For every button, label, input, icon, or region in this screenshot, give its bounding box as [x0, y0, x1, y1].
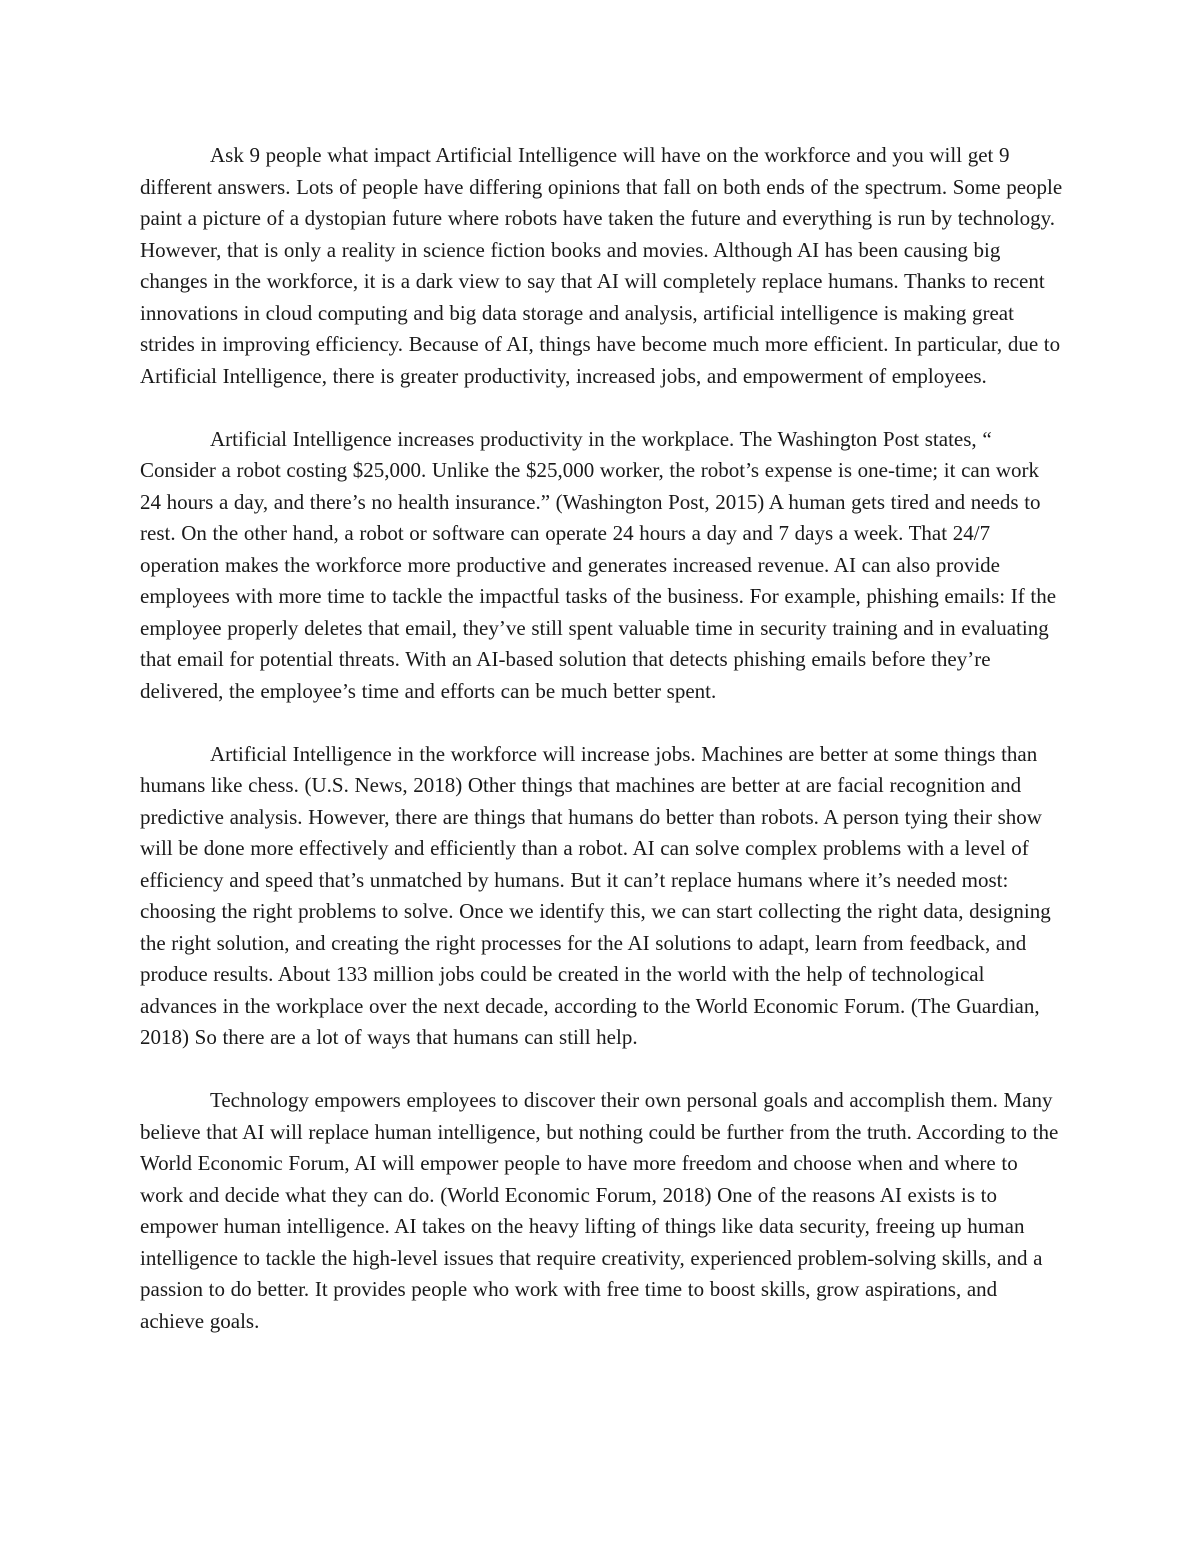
paragraph-empowerment: Technology empowers employees to discover their own personal goals and accomplish them. Many believe that AI will replace human intelligence, but nothing could be further from the truth. According to the World Economic Forum, AI will empower people to have more freedom and choose when and where to work and decide what they can do. (World Economic Forum, 2018) One of the reasons AI exists is to empower human intelligence. AI takes on the heavy lifting of things like data security, freeing up human intelligence to tackle the high-level issues that require creativity, experienced problem-solving skills, and a passion to do better. It provides people who work with free time to boost skills, grow aspirations, and achieve goals.	[140, 1088, 1059, 1333]
paragraph-productivity: Artificial Intelligence increases productivity in the workplace. The Washington Post states, “ Consider a robot costing $25,000. Unlike the $25,000 worker, the robot’s expense is one-time; it can work 24 hours a day, and there’s no health insurance.” (Washington Post, 2015) A human gets tired and needs to rest. On the other hand, a robot or software can operate 24 hours a day and 7 days a week. That 24/7 operation makes the workforce more productive and generates increased revenue. AI can also provide employees with more time to tackle the impactful tasks of the business. For example, phishing emails: If the employee properly deletes that email, they’ve still spent valuable time in security training and in evaluating that email for potential threats. With an AI-based solution that detects phishing emails before they’re delivered, the employee’s time and efforts can be much better spent.	[140, 426, 1057, 703]
essay-body	[140, 140, 1065, 1337]
paragraph-jobs: Artificial Intelligence in the workforce will increase jobs. Machines are better at some things than humans like chess. (U.S. News, 2018) Other things that machines are better at are facial recognition and predictive analysis. However, there are things that humans do better than robots. A person tying their show will be done more effectively and efficiently than a robot. AI can solve complex problems with a level of efficiency and speed that’s unmatched by humans. But it can’t replace humans where it’s needed most: choosing the right problems to solve. Once we identify this, we can start collecting the right data, designing the right solution, and creating the right processes for the AI solutions to adapt, learn from feedback, and produce results. About 133 million jobs could be created in the world with the help of technological advances in the workplace over the next decade, according to the World Economic Forum. (The Guardian, 2018) So there are a lot of ways that humans can still help.	[140, 741, 1051, 1049]
paragraph-introduction: Ask 9 people what impact Artificial Intelligence will have on the workforce and you will get 9 different answers. Lots of people have differing opinions that fall on both ends of the spectrum. Some people paint a picture of a dystopian future where robots have taken the future and everything is run by technology. However, that is only a reality in science fiction books and movies. Although AI has been causing big changes in the workforce, it is a dark view to say that AI will completely replace humans. Thanks to recent innovations in cloud computing and big data storage and analysis, artificial intelligence is making great strides in improving efficiency. Because of AI, things have become much more efficient. In particular, due to Artificial Intelligence, there is greater productivity, increased jobs, and empowerment of employees.	[140, 143, 1063, 388]
